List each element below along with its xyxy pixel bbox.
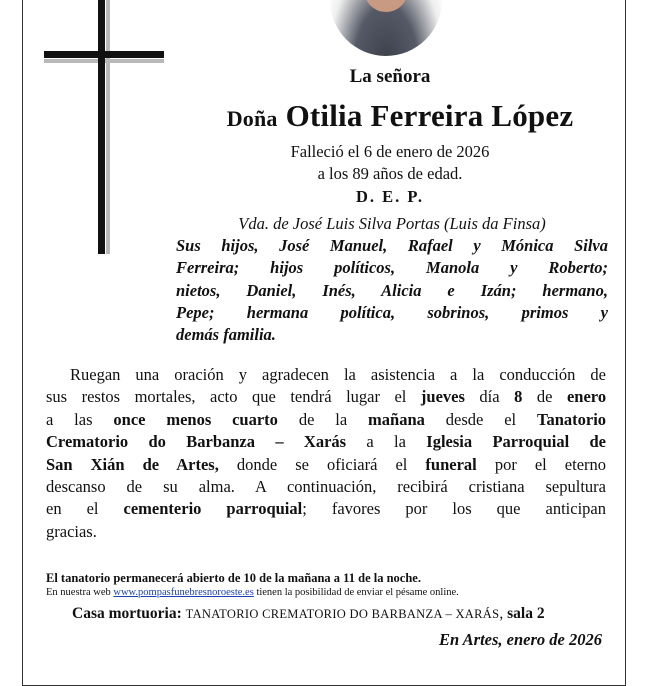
body-line: a las once menos cuarto de la mañana desde el Tanatorio <box>46 409 607 429</box>
website-link[interactable]: www.pompasfunebresnoroeste.es <box>113 587 254 598</box>
cross-icon-vertical <box>98 0 105 254</box>
intro-text: La señora <box>349 66 431 87</box>
body-line: en el cementerio parroquial; favores por los que anticipan <box>46 499 606 519</box>
body-line: San Xián de Artes, donde se oficiará el funeral por el eterno <box>46 454 607 474</box>
body-line: sus restos mortales, acto que tendrá lugar el jueves día 8 de enero <box>46 387 607 407</box>
photo-face <box>364 0 408 12</box>
family-line: Ferreira; hijos políticos, Manola y Roberto; <box>176 258 608 278</box>
family-line: Sus hijos, José Manuel, Rafael y Mónica Silva <box>176 236 608 256</box>
casa-place: TANATORIO CREMATORIO DO BARBANZA – XARÁS <box>185 607 500 621</box>
widow-line <box>176 213 608 235</box>
body-line: Crematorio do Barbanza – Xarás a la Iglesia Parroquial de <box>46 432 606 452</box>
tanatorio-hours: El tanatorio permanecerá abierto de 10 de la mañana a 11 de la noche. <box>46 571 421 585</box>
web-note-pre: En nuestra web <box>46 587 111 598</box>
cross-shadow-vertical <box>106 0 110 254</box>
death-date: Falleció el 6 de enero de 2026 <box>290 142 490 161</box>
web-note-post: tienen la posibilidad de enviar el pésame online. <box>256 587 459 598</box>
family-line: demás familia. <box>176 325 276 345</box>
name-prefix: Doña <box>226 106 278 131</box>
place-date: En Artes, enero de 2026 <box>438 630 602 649</box>
casa-room: sala 2 <box>507 605 545 622</box>
family-block <box>176 213 608 346</box>
casa-separator: , <box>499 605 504 622</box>
name-text: Otilia Ferreira López <box>285 98 574 133</box>
family-line: nietos, Daniel, Inés, Alicia e Izán; hermano, <box>176 280 608 300</box>
body-line: descanso de su alma. A continuación, recibirá cristiana sepultura <box>46 477 606 497</box>
casa-mortuoria <box>72 605 545 623</box>
age-line: a los 89 años de edad. <box>317 164 463 183</box>
body-line: Ruegan una oración y agradecen la asistencia a la conducción de <box>70 365 606 384</box>
family-line: Pepe; hermana política, sobrinos, primos y <box>176 302 608 322</box>
ceremony-text <box>46 364 606 543</box>
body-line: gracias. <box>46 521 97 541</box>
cross-icon-horizontal <box>44 51 164 58</box>
deceased-name <box>190 98 610 134</box>
widow-text: Vda. de José Luis Silva Portas (Luis da Finsa) <box>238 214 546 233</box>
dep-text: D. E. P. <box>355 187 425 206</box>
web-note <box>46 587 459 598</box>
casa-label: Casa mortuoria: <box>72 605 182 622</box>
